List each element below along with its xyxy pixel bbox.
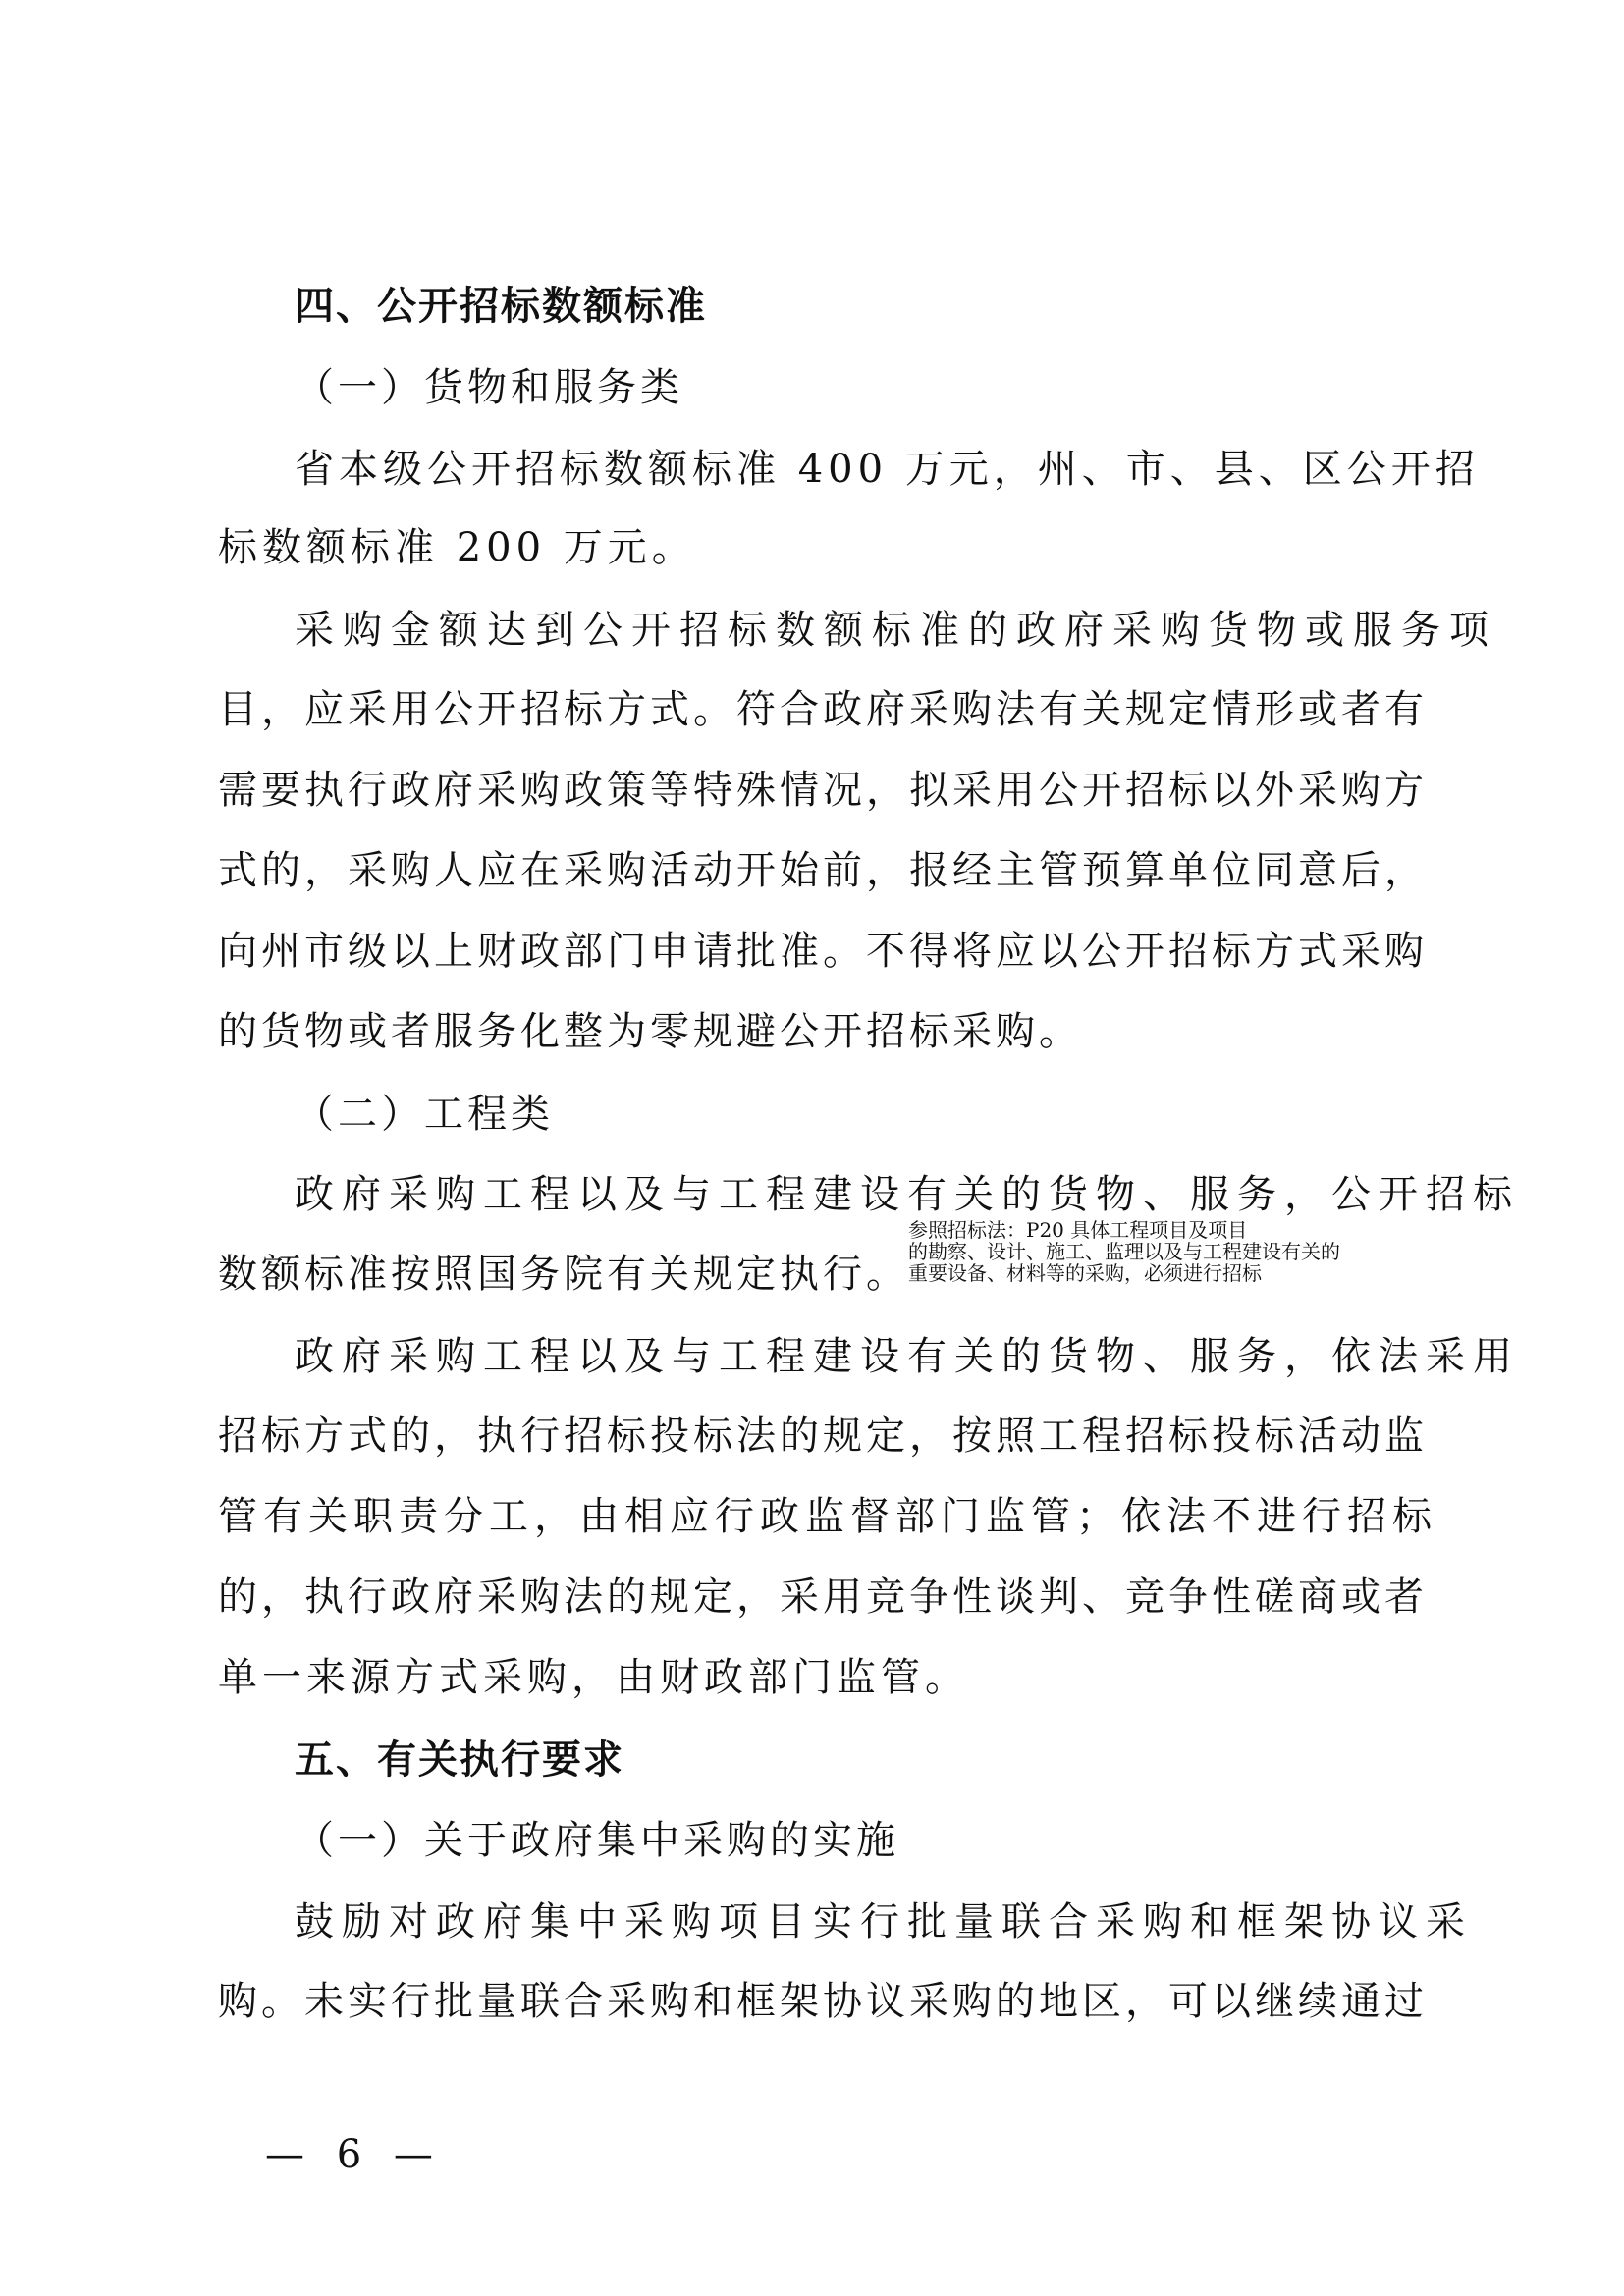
- page-number: — 6 —: [265, 2132, 443, 2177]
- paragraph-line: 招标方式的，执行招标投标法的规定，按照工程招标投标活动监: [218, 1414, 1428, 1459]
- paragraph-line: 的，执行政府采购法的规定，采用竞争性谈判、竞争性磋商或者: [218, 1575, 1428, 1620]
- paragraph-line: 式的，采购人应在采购活动开始前，报经主管预算单位同意后，: [218, 848, 1428, 893]
- handwritten-annotation: [908, 1219, 1340, 1284]
- paragraph-line: 需要执行政府采购政策等特殊情况，拟采用公开招标以外采购方: [218, 768, 1428, 813]
- paragraph-line: 省本级公开招标数额标准 400 万元，州、市、县、区公开招: [295, 447, 1480, 492]
- paragraph-line: 鼓励对政府集中采购项目实行批量联合采购和框架协议采: [295, 1899, 1473, 1945]
- subsection-heading-engineering: （二）工程类: [295, 1092, 554, 1137]
- paragraph-line: 政府采购工程以及与工程建设有关的货物、服务，依法采用: [295, 1334, 1520, 1379]
- paragraph-line: 目，应采用公开招标方式。符合政府采购法有关规定情形或者有: [218, 687, 1428, 732]
- paragraph-line: 政府采购工程以及与工程建设有关的货物、服务，公开招标: [295, 1172, 1520, 1217]
- subsection-heading-centralized-procurement: （一）关于政府集中采购的实施: [295, 1818, 899, 1863]
- section-heading-5: 五、有关执行要求: [295, 1737, 624, 1783]
- paragraph-line: 数额标准按照国务院有关规定执行。: [218, 1252, 909, 1297]
- paragraph-line: 的货物或者服务化整为零规避公开招标采购。: [218, 1009, 1082, 1054]
- annotation-line: 重要设备、材料等的采购，必须进行招标: [908, 1261, 1262, 1285]
- paragraph-line: 单一来源方式采购，由财政部门监管。: [218, 1655, 969, 1700]
- paragraph-line: 购。未实行批量联合采购和框架协议采购的地区，可以继续通过: [218, 1979, 1428, 2024]
- section-heading-4: 四、公开招标数额标准: [295, 284, 707, 329]
- annotation-line: 的勘察、设计、施工、监理以及与工程建设有关的: [908, 1240, 1340, 1263]
- paragraph-line: 采购金额达到公开招标数额标准的政府采购货物或服务项: [295, 608, 1497, 653]
- paragraph-line: 向州市级以上财政部门申请批准。不得将应以公开招标方式采购: [218, 929, 1428, 974]
- subsection-heading-goods-services: （一）货物和服务类: [295, 365, 683, 410]
- paragraph-line: 管有关职责分工，由相应行政监督部门监管；依法不进行招标: [218, 1494, 1437, 1539]
- annotation-line: 参照招标法：P20 具体工程项目及项目: [908, 1218, 1248, 1242]
- paragraph-line: 标数额标准 200 万元。: [218, 525, 696, 570]
